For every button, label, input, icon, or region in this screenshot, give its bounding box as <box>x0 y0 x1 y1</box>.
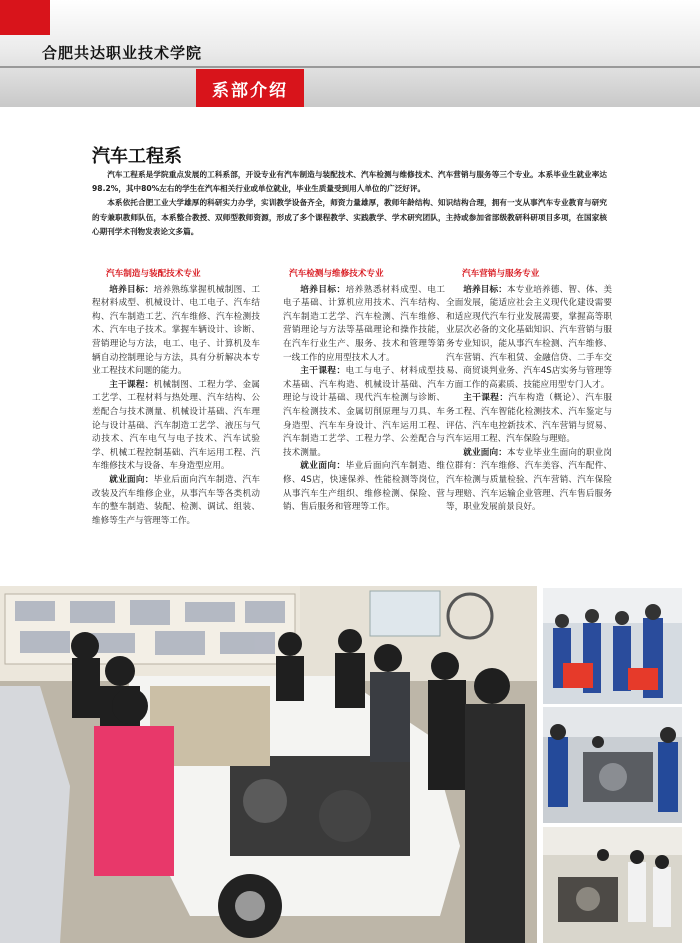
label: 主干课程： <box>300 366 346 377</box>
corner-accent <box>0 0 50 35</box>
major-column <box>283 268 445 515</box>
department-title: 汽车工程系 <box>92 146 182 167</box>
label: 就业面向： <box>463 447 507 458</box>
label: 培养目标： <box>109 284 154 295</box>
students-around-car-photo <box>0 586 537 943</box>
department-intro <box>92 168 607 239</box>
text: 本专业毕业生面向的职业岗位群有：汽车维修、汽车美容、汽车配件、汽车检测与质量检验、汽车营销、汽车保险与理赔、汽车运输企业管理、汽车售后服务等，职业发展前景良好。 <box>446 447 612 513</box>
major-career <box>446 447 612 515</box>
text: 本专业培养德、智、体、美全面发展，能适应社会主义现代化建设需要和适应现代汽车行业发展需要，掌握高等职业层次必备的文化基础知识、汽车营销与服务专业知识，能从事汽车检测、汽车维修、汽车营销、汽车租赁、金融信贷、二手车交易、商贸谈判业务、汽车4S店实务与管理等方面工作的高素质、技能应用型专门人才。 <box>446 284 612 390</box>
text: 电工与电子、材料成型技术基础、汽车构造、机械设计基础、汽车理论与设计基础、现代汽车检测与诊断、汽车检测技术、金属切削原理与刀具、车身造型、汽车车身设计、汽车运用工程、汽车制造工艺学、工程力学、公差配合与技术测量。 <box>283 366 445 458</box>
label: 培养目标： <box>300 284 346 295</box>
label: 就业面向： <box>109 474 154 485</box>
major-courses <box>92 379 260 474</box>
text: 毕业后面向汽车制造、汽车改装及汽车维修企业，从事汽车等各类机动车的整车制造、装配、检测、调试、组装、维修等生产与管理等工作。 <box>92 474 260 526</box>
intro-paragraph: 本系依托合肥工业大学雄厚的科研实力办学，实训教学设备齐全，师资力量雄厚，教师年龄结构、知识结构合理，拥有一支从事汽车专业教育与研究的专兼职教师队伍，本系整合教授、双师型教师资源，形成了多个课程教学、实践教学、学术研究团队，主持或参加省部级教研科研项目多项，在国家核心期刊学术刊物发表论文多篇。 <box>92 198 607 236</box>
major-title: 汽车检测与维修技术专业 <box>289 269 384 279</box>
major-goal <box>283 284 445 366</box>
school-name: 合肥共达职业技术学院 <box>42 44 203 62</box>
intro-paragraph: 汽车工程系是学院重点发展的工科系部，开设专业有汽车制造与装配技术、汽车检测与维修技术、汽车营销与服务等三个专业。本系毕业生就业率达98.2%，其中80%左右的学生在汽车相关行业或单位就业，毕业生质量受到用人单位的广泛好评。 <box>92 170 607 194</box>
engine-workshop-photo <box>543 827 682 943</box>
major-career <box>283 460 445 514</box>
major-column <box>446 268 612 515</box>
text: 毕业后面向汽车制造、维修、4S店，快速保养、性能检测等岗位，从事汽车生产组织、维修检测、保险、营销、售后服务和管理等工作。 <box>283 461 445 513</box>
major-title: 汽车营销与服务专业 <box>462 269 540 279</box>
label: 主干课程： <box>463 393 509 404</box>
label: 就业面向： <box>300 461 346 472</box>
major-column <box>92 268 260 528</box>
major-goal <box>446 284 612 393</box>
text: 培养熟悉材料成型、电工电子基础、计算机应用技术、汽车结构、汽车制造工艺学、汽车检测、汽车维修、营销理论与方法等基础理论和操作技能，在汽车行业生产、服务、技术和管理等第一线工作的应用型技术人才。 <box>283 284 445 363</box>
label: 主干课程： <box>109 379 154 390</box>
major-career <box>92 474 260 528</box>
text: 培养熟练掌握机械制图、工程材料成型、机械设计、电工电子、汽车结构、汽车制造工艺、汽车维修、汽车检测技术、汽车电子技术。掌握车辆设计、诊断、营销理论与方法，电工、电子、计算机及车辆自动控制理论与方法，具有分析解决本专业工程技术问题的能力。 <box>92 284 260 377</box>
header-divider <box>0 66 700 68</box>
major-courses <box>446 392 612 446</box>
engine-bench-photo <box>543 707 682 823</box>
text: 汽车构造（概论）、汽车服务工程、汽车智能化检测技术、汽车鉴定与评估、汽车电控新技术、汽车营销与贸易、汽车运用工程、汽车保险与理赔。 <box>446 393 612 445</box>
label: 培养目标： <box>463 284 507 295</box>
major-title: 汽车制造与装配技术专业 <box>106 269 201 279</box>
major-goal <box>92 284 260 379</box>
major-courses <box>283 365 445 460</box>
text: 机械制图、工程力学、金属工艺学、工程材料与热处理、汽车结构、公差配合与技术测量、机械设计基础、汽车理论与设计基础、汽车制造工艺学、液压与气动技术、汽车电气与电子技术、汽车试验学、机械工程控制基础、汽车运用工程、汽车维修技术与设备、车身造型应用。 <box>92 379 260 472</box>
engine-trainer-photo <box>543 588 682 704</box>
section-badge: 系部介绍 <box>196 69 304 107</box>
